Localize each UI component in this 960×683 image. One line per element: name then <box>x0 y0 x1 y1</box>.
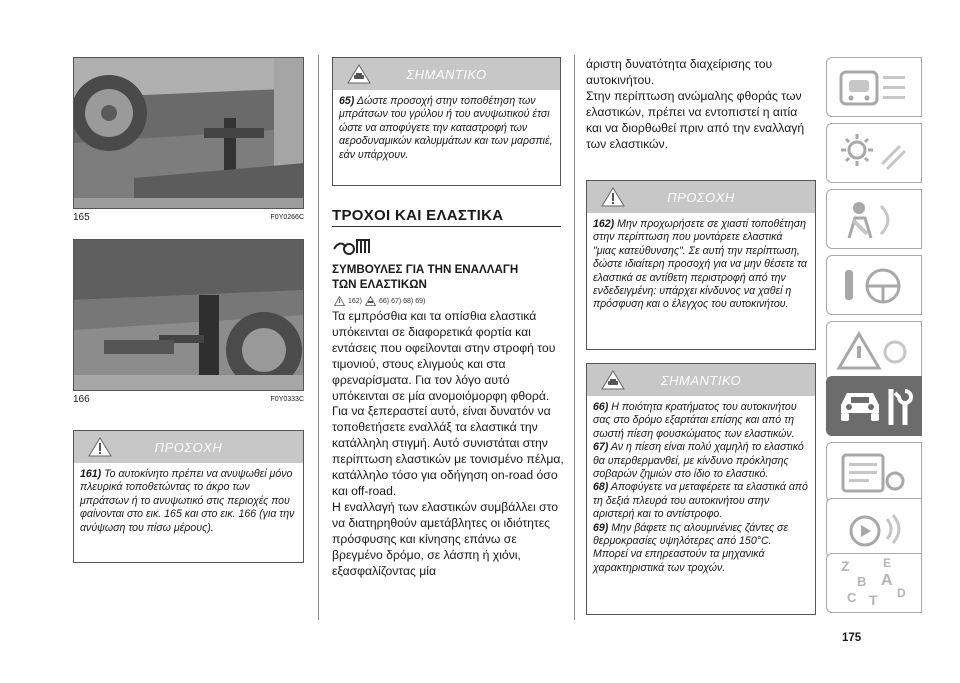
vehicle-underbody-illustration <box>74 58 304 209</box>
tab-technical-data[interactable] <box>826 442 922 502</box>
car-warning-icon <box>347 64 371 84</box>
note-box-66-69 <box>586 363 816 615</box>
index-letter: B <box>857 574 867 589</box>
warning-triangle-icon <box>601 187 625 207</box>
note-header <box>333 58 560 90</box>
car-warning-icon <box>365 296 376 306</box>
note-item <box>593 441 808 481</box>
subsection-title-line: ΤΩΝ ΕΛΑΣΤΙΚΩΝ <box>332 278 427 291</box>
figure-166-caption <box>73 394 304 405</box>
note-number: 162) <box>593 218 615 230</box>
column-divider <box>318 55 319 620</box>
caution-body <box>587 213 815 317</box>
note-body <box>333 90 560 167</box>
tire-service-icon <box>332 235 376 257</box>
steering-wheel-icon <box>827 256 923 316</box>
tab-controls[interactable] <box>826 123 922 183</box>
note-text: Αν η πίεση είναι πολύ χαμηλή το ελαστικό θα υπερθερμανθεί, με κίνδυνο πρόκλησης σοβαρών ζημιών στο ίδιο το ελαστικό. <box>593 441 804 481</box>
warning-triangle-icon <box>88 437 112 457</box>
paragraph: Στην περίπτωση ανώμαλης φθοράς των ελαστικών, πρέπει να εντοπιστεί η αιτία και να διορθωθεί πριν από την εναλλαγή των ελαστικών. <box>586 88 805 151</box>
car-wrench-icon <box>827 377 923 437</box>
index-letter: D <box>897 586 906 600</box>
car-dashboard-icon <box>827 58 923 118</box>
section-title: ΤΡΟΧΟΙ ΚΑΙ ΕΛΑΣΤΙΚΑ <box>332 207 504 224</box>
body-text-column-2 <box>332 309 564 579</box>
page-number: 175 <box>842 632 862 644</box>
tab-dashboard[interactable] <box>826 57 922 117</box>
tab-maintenance[interactable] <box>826 376 922 436</box>
note-body <box>587 396 815 580</box>
caution-text: Μην προχωρήσετε σε χιαστί τοποθέτηση στην περίπτωση που μοντάρετε ελαστικά "μιας κατεύθυνσης". Σε αυτή την περίπτωση, δώστε ιδιαίτερη προσοχή για να μην θέσετε τα ελαστικά σε αντίθετη περιστροφή από την ενδεδειγμένη: υπάρχει κίνδυνος να χαθεί η πρόσφυση και ο έλεγχος του αυτοκινήτου. <box>593 218 807 311</box>
caution-header <box>587 181 815 213</box>
index-letter: T <box>869 592 878 608</box>
index-letter: C <box>847 590 857 605</box>
figure-number: 166 <box>73 394 90 405</box>
note-number: 66) <box>593 401 609 413</box>
paragraph: Για να ξεπεραστεί αυτό, είναι δυνατόν να τοποθετήσετε εναλλάξ τα ελαστικά την κατάλληλη στιγμή. Αυτό συνιστάται στην περίπτωση ελαστικών με τονισμένο πέλμα, κατάλληλο τόσο για οδήγηση on-road όσο και off-road. <box>332 404 564 498</box>
tab-safety[interactable] <box>826 189 922 249</box>
figure-165-caption <box>73 212 304 223</box>
body-text-column-3 <box>586 57 816 152</box>
index-letter: A <box>881 572 893 589</box>
note-item <box>593 401 808 441</box>
tab-emergency[interactable] <box>826 321 922 381</box>
index-letter: E <box>883 556 892 570</box>
paragraph: Τα εμπρόσθια και τα οπίσθια ελαστικά υπόκεινται σε διαφορετικά φορτία και εντάσεις που οφείλονται στην στροφή του τιμονιού, στους ελιγμούς και στα φρεναρίσματα. Για τον λόγο αυτό υπόκεινται σε μία ανομοιόμορφη φθορά. <box>332 309 556 403</box>
note-text: Αποφύγετε να μεταφέρετε τα ελαστικά από τη δεξιά πλευρά του αυτοκινήτου στην αριστερή και το αντίστροφο. <box>593 481 808 521</box>
reference-text: 66) 67) 68) 69) <box>379 297 426 305</box>
note-number: 65) <box>339 95 355 107</box>
seatbelt-safety-icon <box>827 190 923 250</box>
note-text: Δώστε προσοχή στην τοποθέτηση των μπράτσων του γρύλου ή του ανυψωτικού έτσι ώστε να αποφύγετε την καταστροφή των αεροδυναμικών καλυμμάτων και των μαρσπιέ, εάν υπάρχουν. <box>339 95 553 161</box>
note-item <box>593 522 808 576</box>
vehicle-rear-lift-illustration <box>74 240 304 391</box>
note-number: 161) <box>80 468 102 480</box>
lights-controls-icon <box>827 124 923 184</box>
section-rule <box>332 226 561 227</box>
paragraph: άριστη δυνατότητα διαχείρισης του αυτοκινήτου. <box>586 57 773 87</box>
caution-text: Το αυτοκίνητο πρέπει να ανυψωθεί μόνο πλευρικά τοποθετώντας το άκρο των μπράτσων ή το ανυψωτικό στις περιοχές που φαίνονται στο εικ. 165 και στο εικ. 166 (για την ανύψωση του πίσω μέρους). <box>80 468 295 534</box>
note-header <box>587 364 815 396</box>
note-item <box>593 481 808 521</box>
warning-triangle-icon <box>334 296 345 306</box>
figure-code: F0Y0333C <box>270 396 304 403</box>
note-title: ΣΗΜΑΝΤΙΚΟ <box>406 66 487 82</box>
figure-166-image <box>73 239 304 391</box>
tab-driving[interactable] <box>826 255 922 315</box>
note-number: 67) <box>593 441 609 454</box>
caution-title: ΠΡΟΣΟΧΗ <box>154 439 223 455</box>
note-box-65 <box>332 57 561 186</box>
caution-body <box>74 463 303 540</box>
note-number: 68) <box>593 481 609 494</box>
index-letter: Z <box>841 558 850 574</box>
caution-box-162 <box>586 180 816 350</box>
column-divider <box>574 55 575 620</box>
subsection-title <box>332 262 562 292</box>
reference-markers <box>334 296 425 306</box>
paragraph: Η εναλλαγή των ελαστικών συμβάλλει στο να διατηρηθούν αμετάβλητες οι ιδιότητες πρόσφυσης και κίνησης επάνω σε βρεγμένο δρόμο, σε λάσπη ή χιόνι, εξασφαλίζοντας μία <box>332 499 558 578</box>
note-title: ΣΗΜΑΝΤΙΚΟ <box>660 372 742 388</box>
figure-number: 165 <box>73 212 90 223</box>
note-number: 69) <box>593 521 609 534</box>
note-text: Μην βάφετε τις αλουμινένιες ζάντες σε θερμοκρασίες υψηλότερες από 150°C. Μπορεί να επηρεαστούν τα μηχανικά χαρακτηριστικά των τροχών. <box>593 521 789 574</box>
reference-text: 162) <box>348 297 363 305</box>
subsection-title-line: ΣΥΜΒΟΥΛΕΣ ΓΙΑ ΤΗΝ ΕΝΑΛΛΑΓΗ <box>332 263 519 276</box>
technical-data-icon <box>827 443 923 503</box>
figure-code: F0Y0266C <box>270 214 304 221</box>
note-text: Η ποιότητα κρατήματος του αυτοκινήτου σας στο δρόμο εξαρτάται επίσης και από τη σωστή πίεση φουσκώματος των ελαστικών. <box>593 401 797 440</box>
car-warning-icon <box>601 370 625 390</box>
multimedia-icon <box>827 499 923 559</box>
warning-lights-icon <box>827 322 923 382</box>
caution-title: ΠΡΟΣΟΧΗ <box>667 189 735 205</box>
tab-index[interactable] <box>826 553 922 613</box>
caution-header <box>74 431 303 463</box>
tab-multimedia[interactable] <box>826 498 922 558</box>
caution-box-161 <box>73 430 304 563</box>
figure-165-image <box>73 57 304 209</box>
